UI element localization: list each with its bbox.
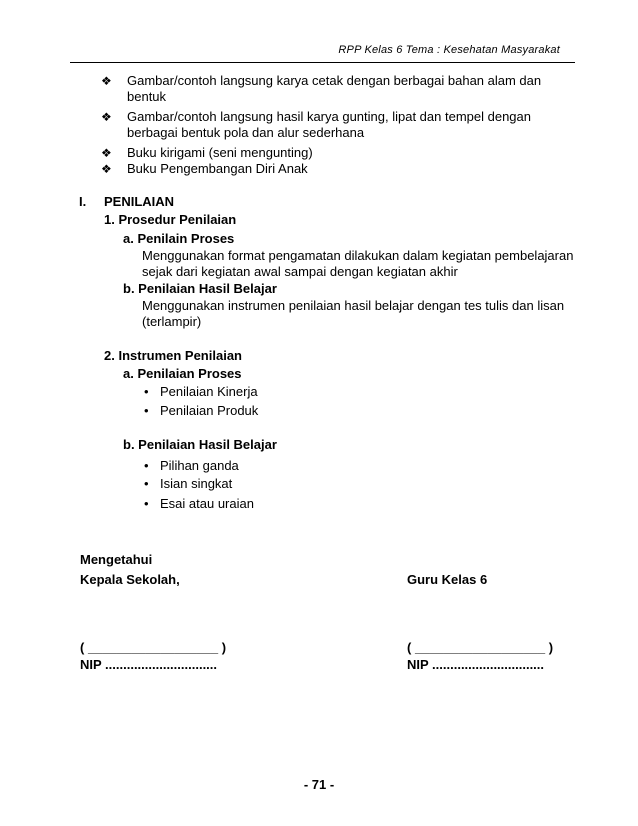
- diamond-bullet-icon: ❖: [101, 162, 112, 176]
- bullet-icon: •: [144, 458, 149, 473]
- bullet-icon: •: [144, 384, 149, 399]
- bullet-icon: •: [144, 403, 149, 418]
- material-item-2-line1: Gambar/contoh langsung hasil karya gunting, lipat dan tempel dengan: [127, 109, 531, 124]
- prosedur-proses-line1: Menggunakan format pengamatan dilakukan dalam kegiatan pembelajaran: [142, 248, 574, 263]
- material-item-4: Buku Pengembangan Diri Anak: [127, 161, 308, 176]
- instrumen-title: 2. Instrumen Penilaian: [104, 348, 242, 363]
- right-signatory-name: ( __________________ ): [407, 640, 554, 655]
- prosedur-proses-title: a. Penilain Proses: [123, 231, 235, 246]
- material-item-3: Buku kirigami (seni mengunting): [127, 145, 313, 160]
- bullet-icon: •: [144, 496, 149, 511]
- prosedur-proses-line2: sejak dari kegiatan awal sampai dengan kegiatan akhir: [142, 264, 458, 279]
- running-header: RPP Kelas 6 Tema : Kesehatan Masyarakat: [338, 44, 560, 56]
- section-number: I.: [79, 194, 87, 209]
- material-item-2-line2: berbagai bentuk pola dan alur sederhana: [127, 125, 365, 140]
- instrumen-proses-title: a. Penilaian Proses: [123, 366, 242, 381]
- diamond-bullet-icon: ❖: [101, 74, 112, 88]
- instrumen-hasil-title: b. Penilaian Hasil Belajar: [123, 437, 277, 452]
- material-item-1-line1: Gambar/contoh langsung karya cetak dengan berbagai bahan alam dan: [127, 73, 542, 88]
- instrumen-proses-item: Penilaian Produk: [160, 403, 259, 418]
- mengetahui-label: Mengetahui: [80, 552, 153, 567]
- instrumen-hasil-item: Esai atau uraian: [160, 496, 254, 511]
- instrumen-hasil-item: Isian singkat: [160, 476, 233, 491]
- prosedur-title: 1. Prosedur Penilaian: [104, 212, 237, 227]
- prosedur-hasil-line2: (terlampir): [142, 314, 202, 329]
- instrumen-hasil-item: Pilihan ganda: [160, 458, 239, 473]
- diamond-bullet-icon: ❖: [101, 146, 112, 160]
- page-number: - 71 -: [303, 777, 335, 792]
- header-rule: [70, 62, 575, 63]
- instrumen-proses-item: Penilaian Kinerja: [160, 384, 258, 399]
- left-signatory-name: ( __________________ ): [80, 640, 227, 655]
- prosedur-hasil-line1: Menggunakan instrumen penilaian hasil belajar dengan tes tulis dan lisan: [142, 298, 565, 313]
- diamond-bullet-icon: ❖: [101, 110, 112, 124]
- prosedur-hasil-title: b. Penilaian Hasil Belajar: [123, 281, 277, 296]
- bullet-icon: •: [144, 476, 149, 491]
- section-title: PENILAIAN: [104, 194, 175, 209]
- material-item-1-line2: bentuk: [127, 89, 167, 104]
- right-signatory-nip: NIP ...............................: [407, 657, 545, 672]
- left-signatory-nip: NIP ...............................: [80, 657, 218, 672]
- right-signatory-role: Guru Kelas 6: [407, 572, 488, 587]
- left-signatory-role: Kepala Sekolah,: [80, 572, 180, 587]
